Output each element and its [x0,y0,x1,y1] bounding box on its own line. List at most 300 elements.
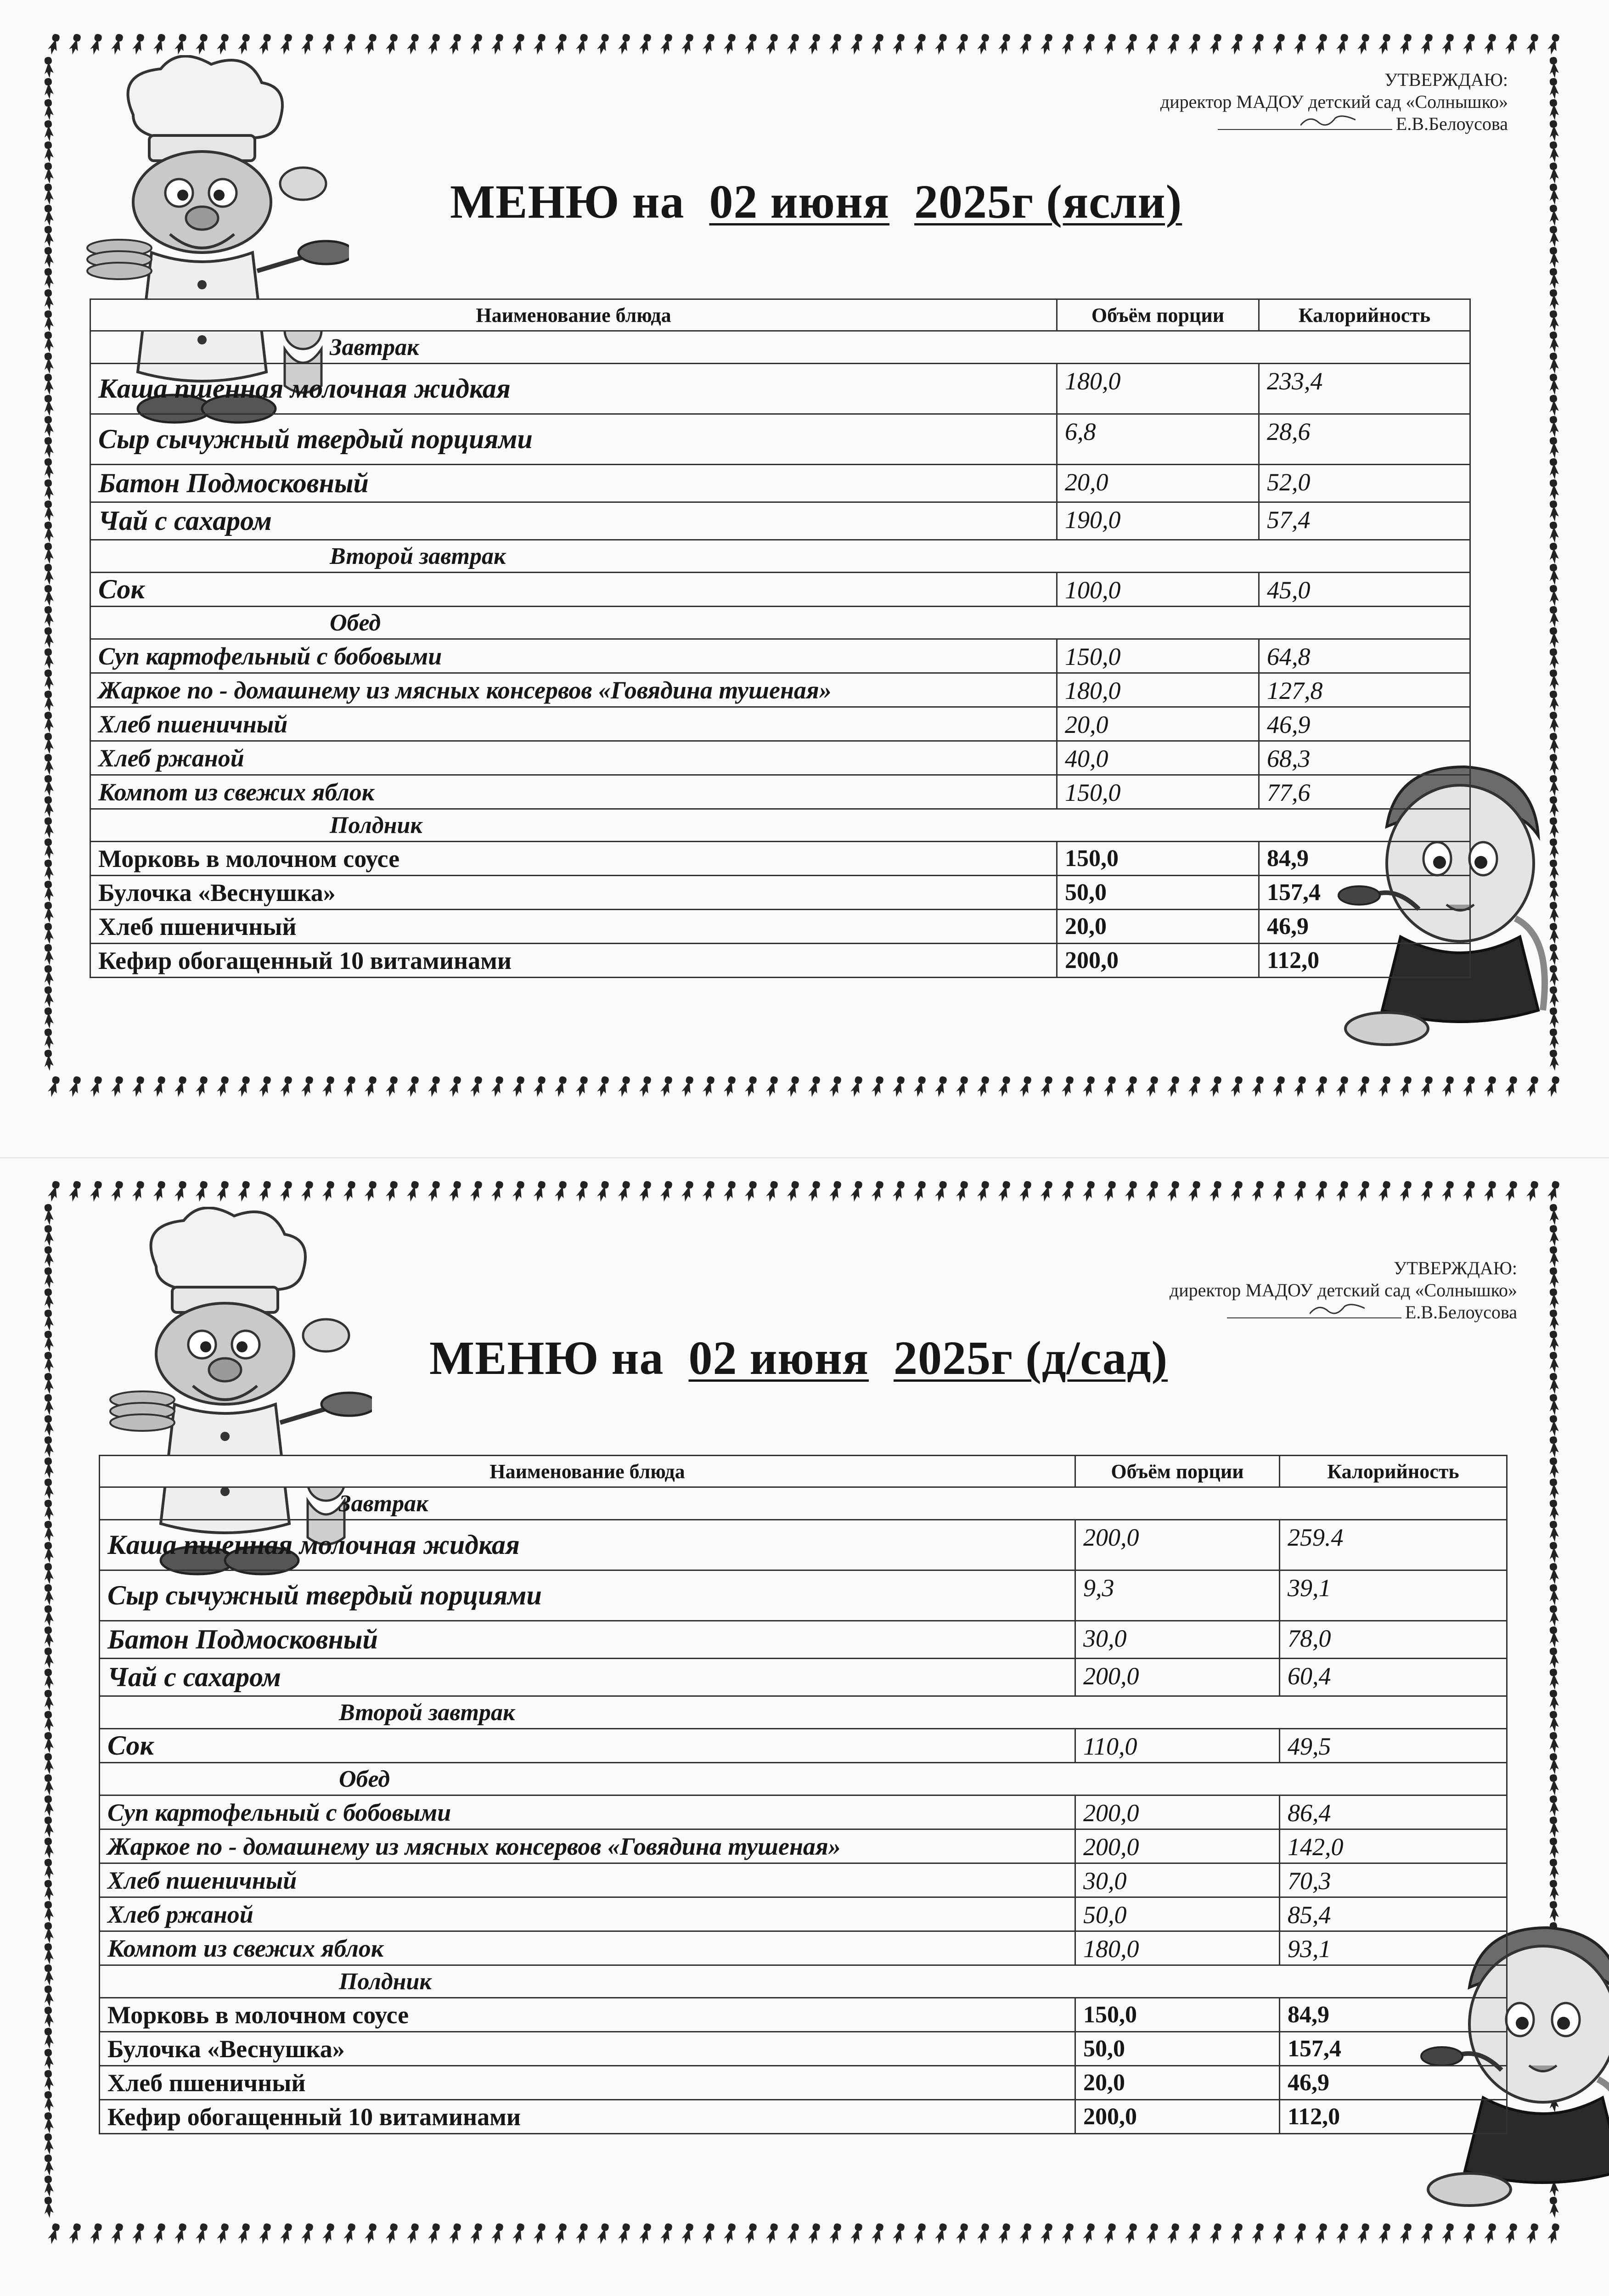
border-ornament [490,1180,504,1203]
border-ornament [765,33,778,56]
border-ornament [1356,2223,1370,2245]
border-ornament [1082,33,1095,56]
border-ornament [216,2223,229,2245]
border-ornament [786,1180,799,1203]
approval-label: УТВЕРЖДАЮ: [1384,69,1508,90]
border-ornament [42,648,54,670]
border-ornament [997,1075,1011,1098]
border-ornament [1420,33,1433,56]
border-ornament [1547,1542,1559,1564]
section-title: Завтрак [90,331,1470,364]
border-ornament [828,2223,842,2245]
table-row [90,364,1470,414]
border-ornament [42,2027,54,2049]
border-ornament [469,2223,483,2245]
border-ornament [131,1075,145,1098]
border-ornament [976,1180,990,1203]
dish-name: Сыр сычужный твердый порциями [90,414,1057,465]
border-ornament [42,585,54,607]
border-ornament [42,1626,54,1648]
border-ornament [385,1180,398,1203]
border-ornament [47,1075,60,1098]
dish-name: Хлеб пшеничный [100,1863,1075,1897]
dish-portion: 20,0 [1075,2066,1280,2100]
dish-calories: 93,1 [1280,1931,1507,1965]
border-ornament [976,33,990,56]
border-ornament [42,2070,54,2092]
dish-name: Жаркое по - домашнему из мясных консервов «Говядина тушеная» [100,1829,1075,1863]
dish-name: Сок [90,573,1057,607]
border-ornament [1145,33,1159,56]
dish-portion: 200,0 [1075,1795,1280,1829]
section-title: Завтрак [100,1487,1507,1520]
border-ornament [1547,648,1559,670]
col-header-portion: Объём порции [1057,299,1259,331]
dish-name: Морковь в молочном соусе [90,842,1057,876]
border-ornament [1018,2223,1032,2245]
border-ornament [448,2223,461,2245]
border-ornament [42,1668,54,1690]
border-ornament [744,33,757,56]
border-ornament [1547,1795,1559,1817]
border-ornament [364,33,377,56]
section-row [90,331,1470,364]
border-ornament [1547,1049,1559,1071]
border-ornament [279,33,293,56]
title-year: 2025г (д/сад) [894,1332,1168,1384]
border-ornament [42,1028,54,1050]
border-ornament [1018,1075,1032,1098]
border-ornament [42,1225,54,1247]
border-ornament [1293,1075,1306,1098]
border-ornament [42,1732,54,1754]
border-ornament [1061,1180,1074,1203]
dish-portion: 9,3 [1075,1570,1280,1621]
border-ornament [258,1075,271,1098]
border-ornament [42,1520,54,1542]
table-row [90,876,1470,910]
section-row [100,1965,1507,1998]
border-ornament [131,1180,145,1203]
border-ornament [976,1075,990,1098]
section-title: Полдник [100,1965,1507,1998]
col-header-portion: Объём порции [1075,1456,1280,1487]
border-ornament [195,33,208,56]
border-ornament [42,479,54,501]
dish-portion: 180,0 [1075,1931,1280,1965]
dish-calories: 49,5 [1280,1729,1507,1763]
border-ornament [1547,120,1559,142]
dish-name: Булочка «Веснушка» [90,876,1057,910]
table-row [90,741,1470,775]
border-ornament [850,2223,863,2245]
table-row [90,944,1470,978]
border-ornament [42,2196,54,2218]
dish-name: Жаркое по - домашнему из мясных консервов «Говядина тушеная» [90,673,1057,707]
border-ornament [1441,1075,1454,1098]
border-ornament [828,1180,842,1203]
border-ornament [1335,33,1349,56]
border-ornament [42,1816,54,1838]
border-ornament [42,310,54,332]
border-ornament [42,1711,54,1733]
approval-position: директор МАДОУ детский сад «Солнышко» [1160,91,1508,112]
border-ornament [195,1180,208,1203]
table-row [100,1795,1507,1829]
dish-calories: 78,0 [1280,1621,1507,1659]
table-row [100,1659,1507,1696]
dish-portion: 100,0 [1057,573,1259,607]
dish-portion: 20,0 [1057,465,1259,502]
dish-name: Хлеб ржаной [100,1897,1075,1931]
dish-calories: 112,0 [1280,2100,1507,2134]
border-ornament [42,1436,54,1458]
table-row [90,465,1470,502]
border-ornament [1166,1180,1180,1203]
border-ornament [42,500,54,522]
dish-calories: 39,1 [1280,1570,1507,1621]
border-ornament [1547,479,1559,501]
border-ornament [42,437,54,459]
border-ornament [279,1180,293,1203]
border-ornament [42,1330,54,1352]
border-ornament [42,1922,54,1944]
border-ornament [786,2223,799,2245]
border-ornament [1399,2223,1412,2245]
dish-name: Хлеб пшеничный [90,910,1057,944]
menu-table [99,1455,1508,2134]
border-ornament [42,331,54,353]
dish-calories: 157,4 [1280,2032,1507,2066]
approver-name: Е.В.Белоусова [1405,1302,1517,1322]
border-ornament [1547,1858,1559,1880]
section-row [90,809,1470,842]
table-row [100,1729,1507,1763]
border-ornament [723,33,736,56]
border-ornament [1251,1075,1264,1098]
border-ornament [279,2223,293,2245]
border-ornament [681,1180,694,1203]
border-ornament [1293,1180,1306,1203]
border-ornament [1547,1225,1559,1247]
border-ornament [1547,78,1559,100]
border-ornament [110,1180,124,1203]
border-ornament [1018,1180,1032,1203]
border-ornament [744,1075,757,1098]
border-ornament [1166,2223,1180,2245]
section-row [90,540,1470,573]
dish-portion: 30,0 [1075,1621,1280,1659]
dish-portion: 200,0 [1075,1520,1280,1570]
border-ornament [174,1075,187,1098]
border-ornament [216,33,229,56]
border-ornament [1124,1180,1137,1203]
border-ornament [490,2223,504,2245]
border-ornament [385,1075,398,1098]
border-ornament [343,1075,356,1098]
dish-calories: 84,9 [1280,1998,1507,2032]
border-ornament [321,2223,335,2245]
border-ornament [1547,1647,1559,1669]
border-ornament [1441,33,1454,56]
border-ornament [300,1180,314,1203]
border-ornament [807,1180,821,1203]
border-ornament [1187,1075,1201,1098]
border-ornament [42,923,54,945]
border-ornament [258,2223,271,2245]
border-ornament [42,1007,54,1029]
border-ornament [638,2223,652,2245]
border-ornament [807,33,821,56]
section-row [100,1763,1507,1795]
dish-calories: 46,9 [1280,2066,1507,2100]
border-ornament [1547,1689,1559,1711]
border-ornament [343,1180,356,1203]
border-ornament [406,1075,419,1098]
border-ornament [1251,1180,1264,1203]
border-ornament [42,225,54,248]
border-ornament [1547,585,1559,607]
title-date: 02 июня [709,175,890,228]
border-ornament [1547,1880,1559,1902]
dish-calories: 84,9 [1259,842,1470,876]
border-ornament [955,33,968,56]
title-prefix: МЕНЮ на [450,175,685,228]
border-ornament [1547,33,1560,56]
border-ornament [723,2223,736,2245]
border-ornament [512,2223,525,2245]
border-ornament [469,33,483,56]
border-ornament [765,2223,778,2245]
table-row [100,1863,1507,1897]
table-header-row [100,1456,1507,1487]
border-ornament [42,627,54,649]
border-ornament [1230,1180,1243,1203]
border-ornament [1061,33,1074,56]
col-header-name: Наименование блюда [90,299,1057,331]
border-ornament [1504,1075,1518,1098]
border-ornament [42,1605,54,1627]
border-ornament [596,1075,609,1098]
dish-calories: 46,9 [1259,910,1470,944]
border-ornament [533,1180,546,1203]
border-ornament [638,1180,652,1203]
border-ornament [89,1180,102,1203]
border-ornament [1547,669,1559,691]
border-ornament [744,2223,757,2245]
border-ornament [42,183,54,205]
section-title: Обед [100,1763,1507,1795]
border-ornament [42,2048,54,2071]
border-ornament [1061,2223,1074,2245]
border-ornament [42,1858,54,1880]
border-ornament [42,901,54,923]
border-ornament [131,33,145,56]
dish-portion: 50,0 [1075,2032,1280,2066]
border-ornament [364,1180,377,1203]
dish-portion: 20,0 [1057,910,1259,944]
border-ornament [1547,247,1559,269]
border-ornament [892,2223,905,2245]
border-ornament [1547,1626,1559,1648]
border-ornament [258,33,271,56]
border-ornament [596,2223,609,2245]
border-ornament [1356,33,1370,56]
border-ornament [1547,542,1559,564]
border-ornament [300,1075,314,1098]
border-ornament [42,2133,54,2155]
border-ornament [765,1075,778,1098]
col-header-name: Наименование блюда [100,1456,1075,1487]
border-ornament [1124,2223,1137,2245]
border-ornament [42,859,54,881]
border-ornament [42,1647,54,1669]
border-ornament [1293,2223,1306,2245]
border-ornament [681,1075,694,1098]
border-ornament [659,2223,673,2245]
border-ornament [42,1584,54,1606]
border-ornament [42,732,54,754]
border-ornament [42,1795,54,1817]
border-ornament [42,2091,54,2113]
border-ornament [533,2223,546,2245]
border-ornament [1547,1351,1559,1373]
table-header-row [90,299,1470,331]
border-ornament [638,1075,652,1098]
border-ornament [1040,1180,1053,1203]
border-ornament [42,141,54,163]
dish-calories: 60,4 [1280,1659,1507,1696]
border-ornament [1547,1605,1559,1627]
border-ornament [1335,2223,1349,2245]
menu-table [90,298,1471,978]
border-ornament [42,99,54,121]
border-ornament [1547,331,1559,353]
border-ornament [1547,521,1559,543]
border-ornament [1547,141,1559,163]
border-ornament [42,1394,54,1416]
border-ornament [1547,373,1559,395]
border-ornament [1547,56,1559,79]
border-ornament [47,1180,60,1203]
border-ornament [1547,1373,1559,1395]
border-ornament [723,1075,736,1098]
border-ornament [1209,1075,1222,1098]
border-ornament [1547,1478,1559,1500]
border-ornament [42,521,54,543]
border-ornament [42,268,54,290]
border-ornament [1547,690,1559,712]
border-ornament [892,33,905,56]
border-ornament [1145,1075,1159,1098]
border-ornament [343,33,356,56]
dish-portion: 30,0 [1075,1863,1280,1897]
border-ornament [152,2223,166,2245]
dish-calories: 233,4 [1259,364,1470,414]
dish-portion: 180,0 [1057,364,1259,414]
border-ornament [1187,2223,1201,2245]
border-ornament [659,1180,673,1203]
section-title: Второй завтрак [100,1696,1507,1729]
dish-name: Чай с сахаром [100,1659,1075,1696]
border-ornament [1082,2223,1095,2245]
table-row [100,1570,1507,1621]
border-ornament [1209,2223,1222,2245]
border-ornament [42,1267,54,1289]
border-ornament [1547,1330,1559,1352]
border-ornament [1166,1075,1180,1098]
border-ornament [1547,1668,1559,1690]
border-ornament [1547,1415,1559,1437]
border-ornament [913,33,926,56]
border-ornament [786,1075,799,1098]
border-ornament [42,1964,54,1986]
border-ornament [448,1180,461,1203]
border-ornament [1335,1180,1349,1203]
border-ornament [216,1180,229,1203]
section-row [100,1696,1507,1729]
border-ornament [765,1180,778,1203]
border-ornament [533,1075,546,1098]
border-ornament [1547,732,1559,754]
border-ornament [1187,1180,1201,1203]
border-ornament [1230,1075,1243,1098]
border-ornament [934,1180,947,1203]
border-ornament [850,1075,863,1098]
section-row [90,607,1470,639]
border-ornament [42,352,54,374]
border-ornament [1547,1732,1559,1754]
border-ornament [42,669,54,691]
dish-name: Чай с сахаром [90,502,1057,540]
border-ornament [807,2223,821,2245]
border-ornament [364,2223,377,2245]
border-ornament [321,1180,335,1203]
border-ornament [1547,458,1559,480]
border-ornament [871,33,884,56]
border-ornament [1547,1816,1559,1838]
dish-name: Батон Подмосковный [90,465,1057,502]
dish-calories: 57,4 [1259,502,1470,540]
border-ornament [42,1499,54,1521]
border-ornament [42,120,54,142]
border-ornament [1230,33,1243,56]
dish-calories: 45,0 [1259,573,1470,607]
border-ornament [554,2223,567,2245]
border-ornament [42,1774,54,1796]
border-ornament [42,162,54,184]
border-ornament [1251,2223,1264,2245]
border-ornament [1547,268,1559,290]
dish-portion: 180,0 [1057,673,1259,707]
dish-calories: 127,8 [1259,673,1470,707]
border-ornament [1525,1180,1539,1203]
border-ornament [42,2154,54,2176]
border-ornament [871,2223,884,2245]
border-ornament [1314,2223,1328,2245]
border-ornament [1547,162,1559,184]
border-ornament [871,1180,884,1203]
border-ornament [934,1075,947,1098]
border-ornament [110,2223,124,2245]
border-ornament [1399,1180,1412,1203]
border-ornament [1525,33,1539,56]
page-title [429,1331,1168,1385]
border-ornament [1462,33,1475,56]
border-ornament [42,838,54,860]
border-ornament [42,416,54,438]
border-ornament [1018,33,1032,56]
